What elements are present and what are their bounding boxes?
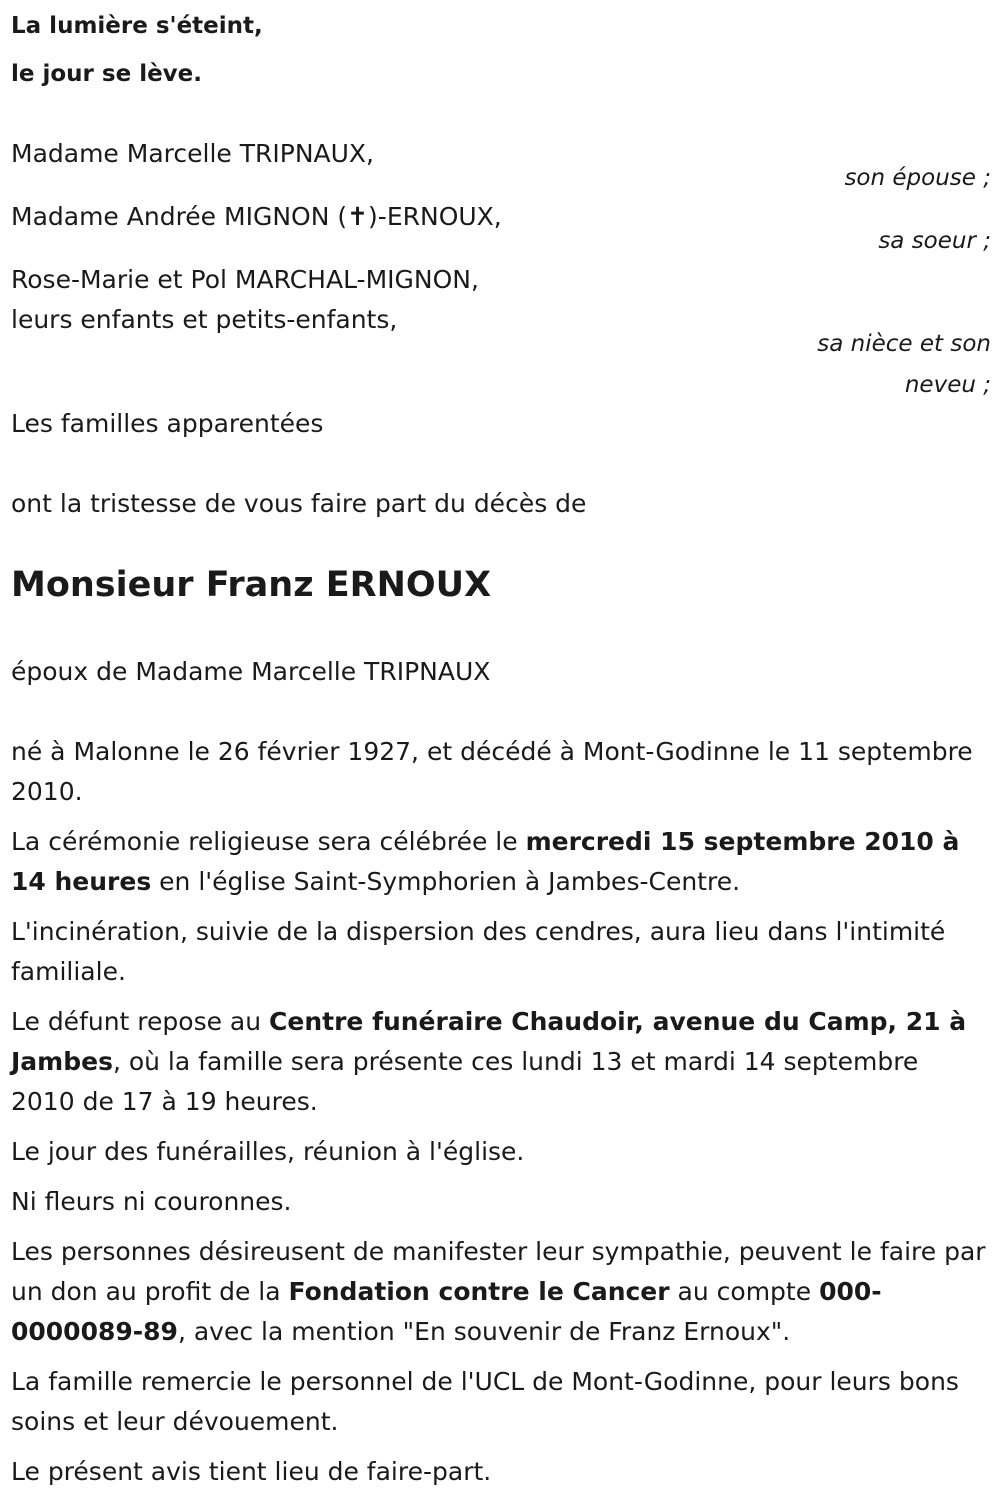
deceased-name: Monsieur Franz ERNOUX	[11, 565, 492, 605]
epigraph-line-1: La lumière s'éteint,	[11, 13, 263, 39]
family-member-spouse: Madame Marcelle TRIPNAUX,	[11, 139, 374, 168]
funeral-day-paragraph: Le jour des funérailles, réunion à l'église.	[11, 1137, 525, 1166]
thanks-paragraph: La famille remercie le personnel de l'UCL de Mont-Godinne, pour leurs bons soins et leur dévouement.	[11, 1367, 959, 1436]
donation-mid: au compte	[669, 1277, 820, 1306]
closing-paragraph: Le présent avis tient lieu de faire-part.	[11, 1457, 492, 1486]
rest-post: , où la famille sera présente ces lundi 13 et mardi 14 septembre 2010 de 17 à 19 heures.	[11, 1047, 919, 1116]
rest-pre: Le défunt repose au	[11, 1007, 270, 1036]
relation-sister: sa soeur ;	[878, 228, 991, 254]
incineration-paragraph: L'incinération, suivie de la dispersion des cendres, aura lieu dans l'intimité familiale.	[11, 917, 946, 986]
ceremony-datetime: mercredi 15 septembre 2010 à 14 heures	[11, 827, 960, 896]
ceremony-pre: La cérémonie religieuse sera célébrée le	[11, 827, 526, 856]
notice-body	[11, 732, 986, 1502]
ceremony-post: en l'église Saint-Symphorien à Jambes-Centre.	[151, 867, 741, 896]
family-member-descendants: leurs enfants et petits-enfants,	[11, 305, 398, 334]
spouse-line: époux de Madame Marcelle TRIPNAUX	[11, 657, 491, 686]
relation-niece-nephew-2: neveu ;	[904, 372, 991, 398]
ceremony-paragraph	[11, 822, 986, 902]
relation-niece-nephew-1: sa nièce et son	[817, 331, 991, 357]
donation-paragraph	[11, 1232, 986, 1352]
family-member-sister: Madame Andrée MIGNON (✝)-ERNOUX,	[11, 202, 502, 231]
epigraph	[11, 2, 263, 98]
announcement-text: ont la tristesse de vous faire part du décès de	[11, 489, 587, 518]
donation-pre: Les personnes désireusent de manifester leur sympathie, peuvent le faire par un don au profit de la	[11, 1237, 986, 1306]
donation-post: , avec la mention "En souvenir de Franz Ernoux".	[177, 1317, 791, 1346]
epigraph-line-2: le jour se lève.	[11, 61, 203, 87]
account-number: 000-0000089-89	[11, 1277, 882, 1346]
rest-paragraph	[11, 1002, 986, 1122]
family-related: Les familles apparentées	[11, 409, 324, 438]
birth-death-paragraph: né à Malonne le 26 février 1927, et décédé à Mont-Godinne le 11 septembre 2010.	[11, 737, 973, 806]
flowers-paragraph: Ni fleurs ni couronnes.	[11, 1187, 292, 1216]
foundation-name: Fondation contre le Cancer	[288, 1277, 670, 1306]
relation-spouse: son épouse ;	[844, 165, 991, 191]
obituary-notice	[11, 0, 991, 1503]
family-member-niece-nephew: Rose-Marie et Pol MARCHAL-MIGNON,	[11, 265, 479, 294]
funeral-center: Centre funéraire Chaudoir, avenue du Camp, 21 à Jambes	[11, 1007, 967, 1076]
